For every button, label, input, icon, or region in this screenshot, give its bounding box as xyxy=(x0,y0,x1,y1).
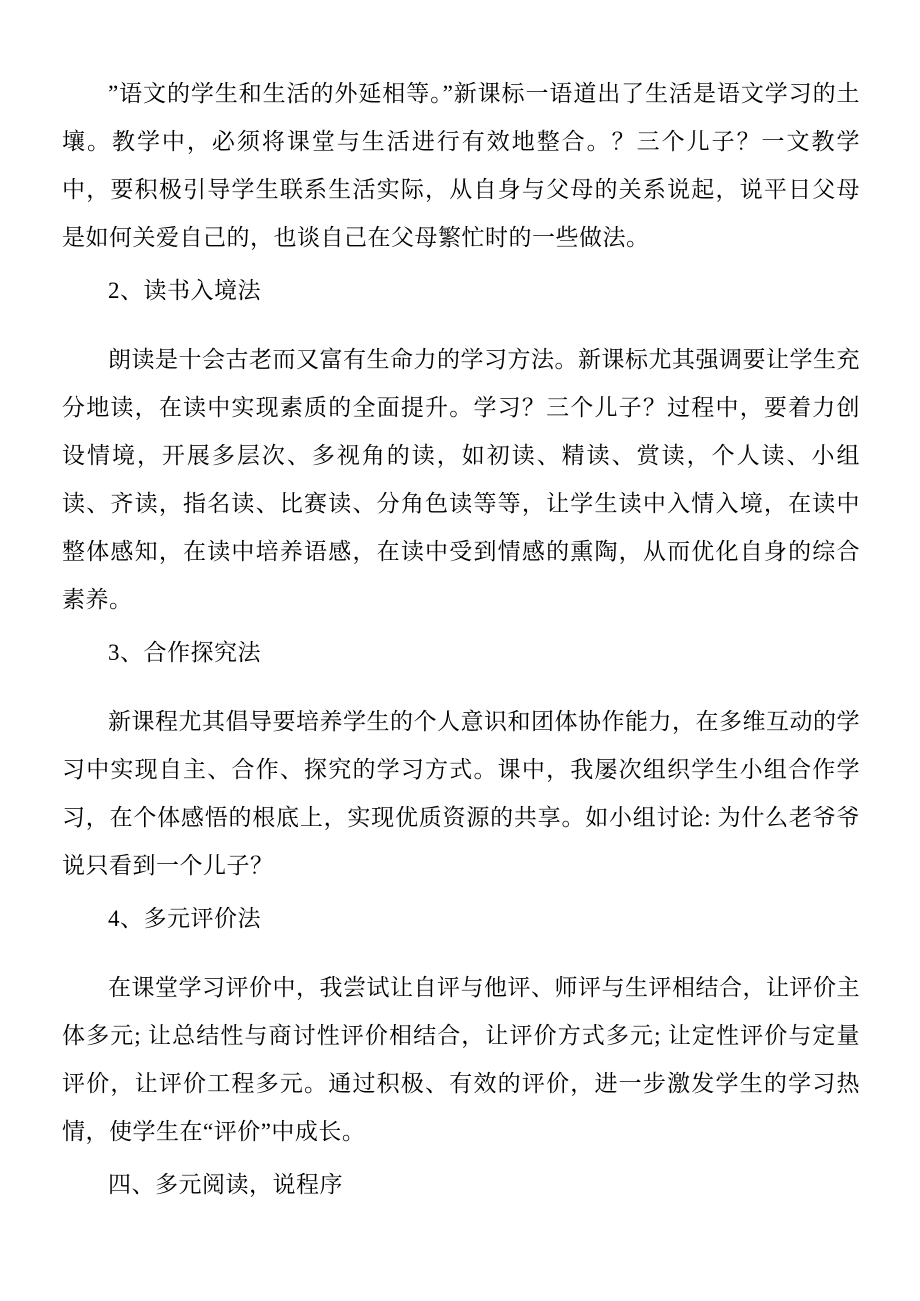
heading-multi-evaluation-method: 4、多元评价法 xyxy=(108,906,261,931)
heading-multi-reading-procedure: 四、多元阅读，说程序 xyxy=(108,1172,343,1197)
heading-cooperative-inquiry-method: 3、合作探究法 xyxy=(108,640,261,665)
paragraph-multi-evaluation: 在课堂学习评价中，我尝试让自评与他评、师评与生评相结合，让评价主体多元; 让总结性与商讨性评价相结合，让评价方式多元; 让定性评价与定量评价，让评价工程多元。通过积极、有效的评价，进一步激发学生的学习热情，使学生在“评价”中成长。 xyxy=(62,975,860,1144)
heading-reading-immersion-method: 2、读书入境法 xyxy=(108,278,261,303)
paragraph-cooperative-inquiry: 新课程尤其倡导要培养学生的个人意识和团体协作能力，在多维互动的学习中实现自主、合作、探究的学习方式。课中，我屡次组织学生小组合作学习，在个体感悟的根底上，实现优质资源的共享。如小组讨论: 为什么老爷爷说只看到一个儿子？ xyxy=(62,709,860,878)
paragraph-reading-immersion: 朗读是十会古老而又富有生命力的学习方法。新课标尤其强调要让学生充分地读，在读中实现素质的全面提升。学习？三个儿子？过程中，要着力创设情境，开展多层次、多视角的读，如初读、精读、赏读，个人读、小组读、齐读，指名读、比赛读、分角色读等等，让学生读中入情入境，在读中整体感知，在读中培养语感，在读中受到情感的熏陶，从而优化自身的综合素养。 xyxy=(62,347,860,612)
paragraph-life-integration: ”语文的学生和生活的外延相等。”新课标一语道出了生活是语文学习的土壤。教学中，必须将课堂与生活进行有效地整合。？三个儿子？一文教学中，要积极引导学生联系生活实际，从自身与父母的关系说起，说平日父母是如何关爱自己的，也谈自己在父母繁忙时的一些做法。 xyxy=(62,81,860,250)
document-text-block xyxy=(62,70,860,1230)
